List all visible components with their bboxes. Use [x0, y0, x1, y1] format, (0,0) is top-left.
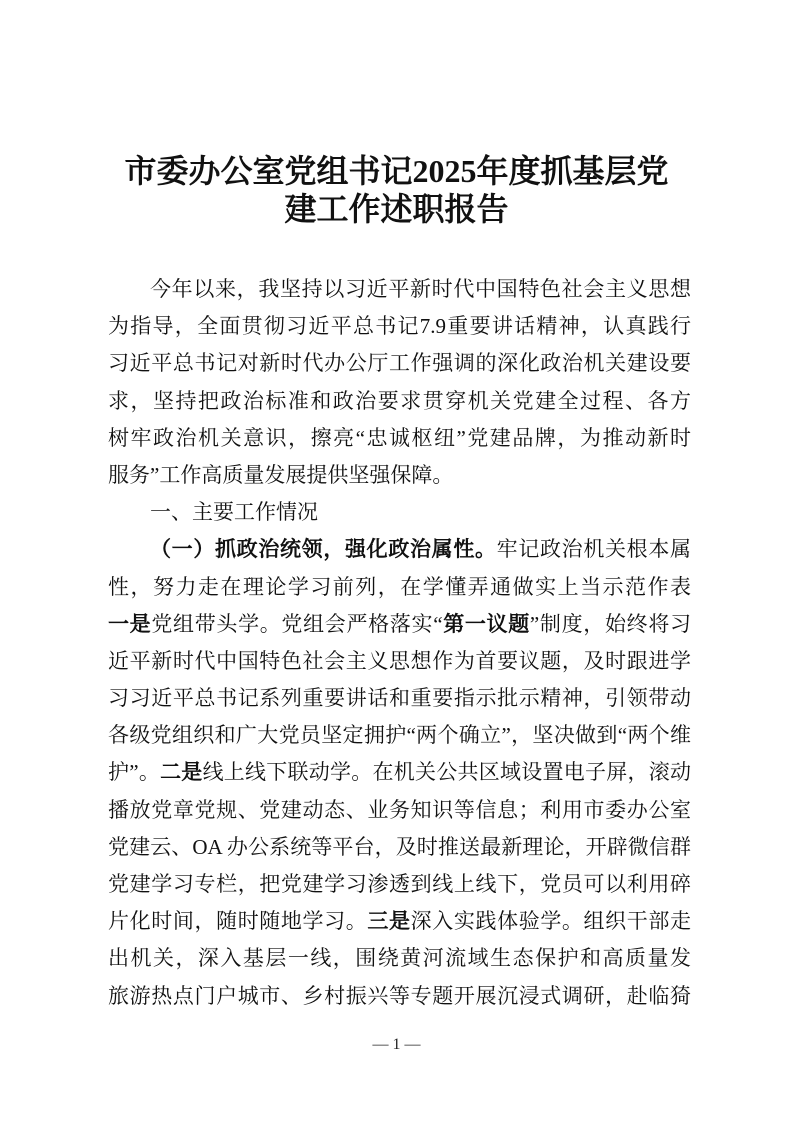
text-line: [108, 792, 691, 829]
text-line: [108, 345, 691, 382]
text-segment: 性，努力走在理论学习前列，在学懂弄通做实上当示范作表: [108, 574, 691, 599]
bold-text-segment: 一是: [108, 611, 152, 636]
text-line: [108, 420, 691, 457]
text-line: [108, 866, 691, 903]
bold-text-segment: 三是: [367, 909, 411, 934]
text-segment: 习近平总书记对新时代办公厅工作强调的深化政治机关建设要: [108, 351, 691, 376]
text-segment: 今年以来，我坚持以习近平新时代中国特色社会主义思想: [150, 277, 691, 301]
text-line: [108, 531, 691, 568]
text-line: [108, 569, 691, 606]
text-line: [108, 308, 691, 345]
text-segment: 习习近平总书记系列重要讲话和重要指示批示精神，引领带动: [108, 686, 691, 711]
text-segment: 线上线下联动学。在机关公共区域设置电子屏，滚动: [202, 760, 691, 785]
text-line: [108, 717, 691, 754]
text-line: [108, 680, 691, 717]
text-line: [108, 940, 691, 977]
page-number: — 1 —: [372, 1036, 421, 1053]
text-segment: 一、主要工作情况: [150, 500, 318, 525]
text-line: [108, 457, 691, 494]
text-line: [108, 829, 691, 866]
text-segment: 旅游热点门户城市、乡村振兴等专题开展沉浸式调研，赴临猗: [108, 983, 691, 1008]
text-segment: 护”。: [108, 760, 161, 785]
text-segment: 党建学习专栏，把党建学习渗透到线上线下，党员可以利用碎: [108, 872, 691, 896]
text-line: [108, 903, 691, 940]
text-segment: 近平新时代中国特色社会主义思想作为首要议题，及时跟进学: [108, 648, 691, 673]
text-segment: 片化时间，随时随地学习。: [108, 909, 368, 934]
text-line: [108, 754, 691, 791]
text-segment: 服务”工作高质量发展提供坚强保障。: [108, 462, 454, 487]
text-segment: 牢记政治机关根本属: [496, 537, 691, 562]
text-line: [108, 606, 691, 643]
document-title: [60, 152, 733, 228]
text-segment: 党组带头学。党组会严格落实“: [151, 611, 443, 636]
text-segment: 出机关，深入基层一线，围绕黄河流域生态保护和高质量发: [108, 946, 691, 971]
text-segment: 党建云、OA 办公系统等平台，及时推送最新理论，开辟微信群: [108, 834, 691, 859]
bold-text-segment: （一）抓政治统领，强化政治属性。: [150, 537, 497, 562]
text-line: [108, 271, 691, 308]
text-line: [108, 494, 691, 531]
title-line-2: 建工作述职报告: [284, 191, 509, 227]
text-segment: 播放党章党规、党建动态、业务知识等信息；利用市委办公室: [108, 797, 691, 822]
text-line: [108, 978, 691, 1015]
text-segment: 各级党组织和广大党员坚定拥护“两个确立”，坚决做到“两个维: [108, 723, 691, 748]
text-segment: 深入实践体验学。组织干部走: [410, 909, 691, 934]
text-line: [108, 643, 691, 680]
bold-text-segment: 第一议题: [442, 611, 530, 636]
text-segment: 树牢政治机关意识，擦亮“忠诚枢纽”党建品牌，为推动新时: [108, 425, 691, 450]
document-body: [108, 271, 691, 1015]
text-line: [108, 383, 691, 420]
text-segment: 求，坚持把政治标准和政治要求贯穿机关党建全过程、各方: [108, 388, 691, 413]
text-segment: 为指导，全面贯彻习近平总书记7.9重要讲话精神，认真践行: [108, 314, 691, 339]
title-line-1: 市委办公室党组书记2025年度抓基层党: [124, 153, 669, 189]
text-segment: ”制度，始终将习: [529, 611, 691, 636]
bold-text-segment: 二是: [160, 760, 203, 785]
